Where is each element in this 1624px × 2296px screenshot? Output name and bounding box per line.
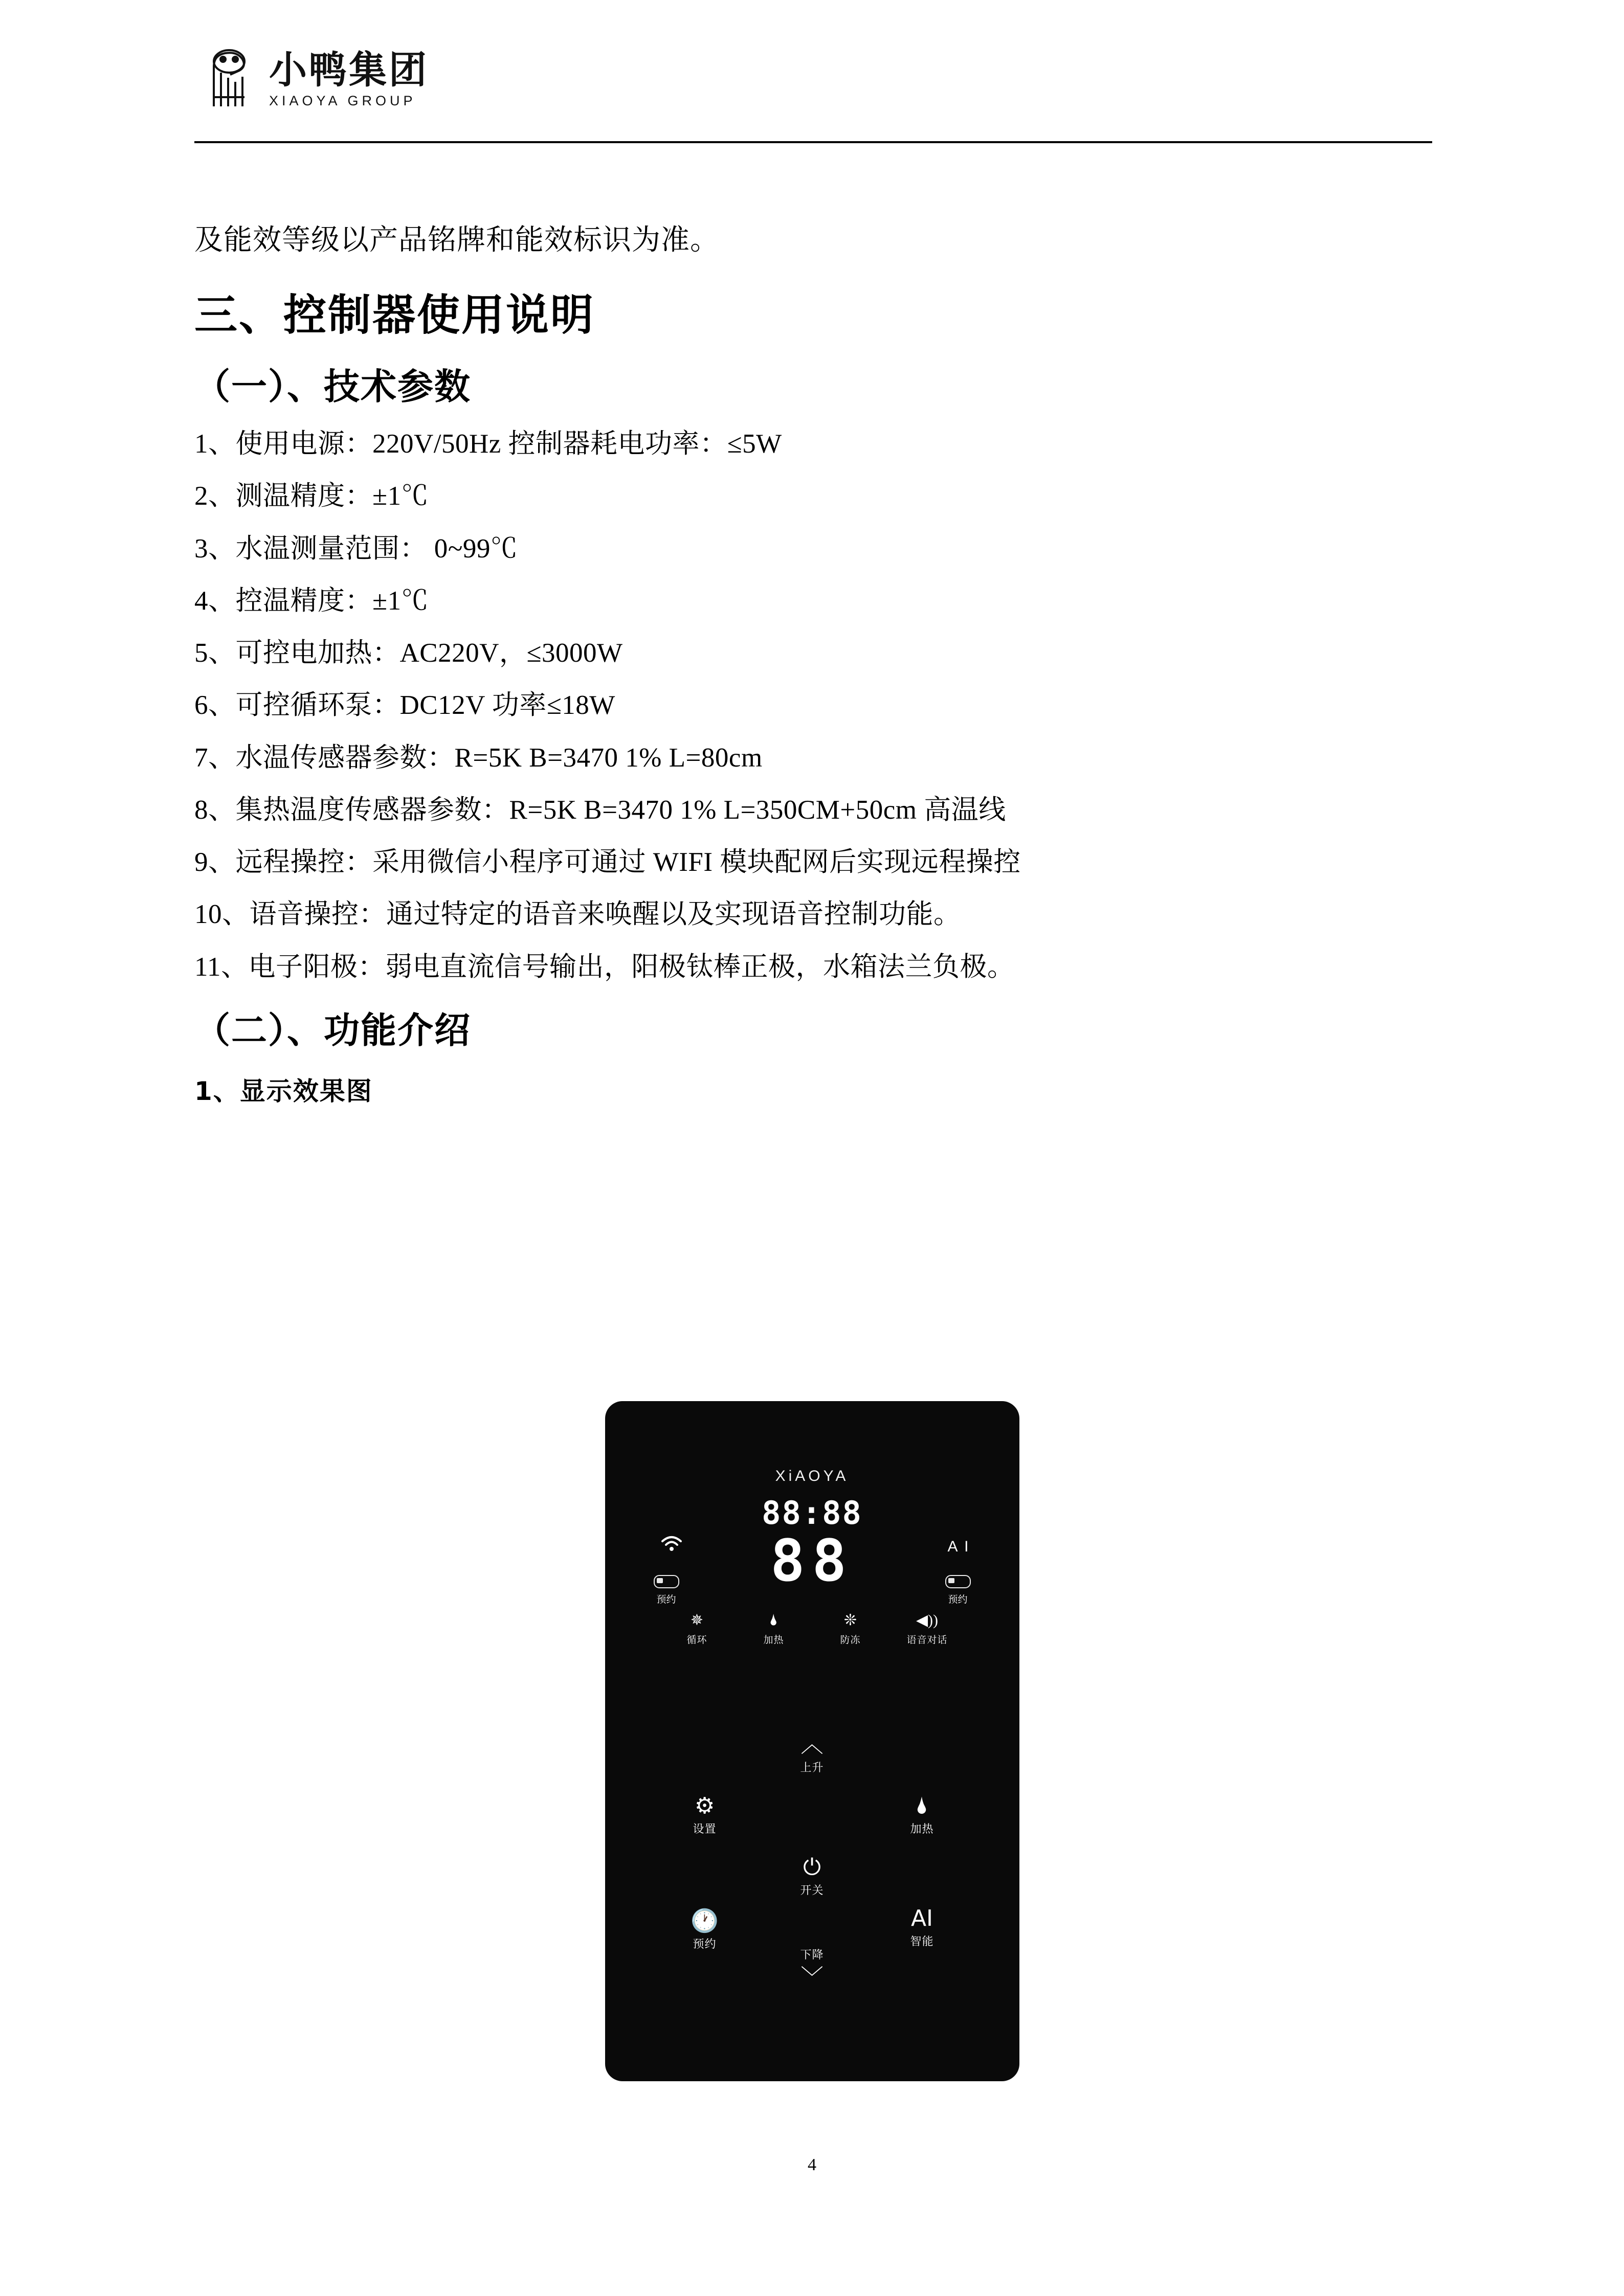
panel-ai-indicator: A I [947, 1538, 970, 1555]
panel-temperature-display: 88 [770, 1528, 854, 1594]
subsection-heading-2: （二）、功能介绍 [194, 1009, 471, 1051]
section-heading-3: 三、控制器使用说明 [194, 290, 595, 341]
list-item: 9、远程操控：采用微信小程序可通过 WIFI 模块配网后实现远程操控 [194, 847, 1021, 877]
power-key[interactable] [774, 1856, 851, 1898]
page-header [194, 46, 1432, 148]
heat-key[interactable] [884, 1795, 961, 1837]
panel-clock-display: 88:88 [762, 1494, 862, 1532]
status-circulation [674, 1613, 721, 1646]
subsection-heading-1: （一）、技术参数 [194, 366, 471, 408]
status-label: 语音对话 [906, 1634, 948, 1646]
reserve-key[interactable] [666, 1910, 743, 1952]
list-item: 2、测温精度：±1℃ [194, 481, 429, 511]
power-icon: ⏻ [803, 1854, 821, 1880]
list-item: 6、可控循环泵：DC12V 功率≤18W [194, 690, 615, 721]
status-heating [750, 1613, 797, 1646]
antifreeze-icon: ❊ [843, 1612, 857, 1629]
reservation-pill-icon [654, 1575, 679, 1588]
status-label: 防冻 [840, 1634, 861, 1646]
down-key[interactable] [774, 1948, 851, 1994]
list-item: 3、水温测量范围： 0~99℃ [194, 533, 518, 564]
list-item: 5、可控电加热：AC220V，≤3000W [194, 638, 623, 668]
list-item: 10、语音操控：通过特定的语音来唤醒以及实现语音控制功能。 [194, 899, 961, 930]
controller-figure [0, 1401, 1624, 2081]
document-body [194, 220, 1432, 1118]
flame-icon: 🌢 [915, 1793, 929, 1819]
header-divider [194, 141, 1432, 143]
list-item: 4、控温精度：±1℃ [194, 586, 429, 616]
controller-panel [605, 1401, 1019, 2081]
voice-icon: ◀)) [916, 1612, 939, 1629]
status-indicator-row [605, 1613, 1019, 1646]
logo-english-name: XIAOYA GROUP [269, 93, 416, 108]
key-label: 开关 [800, 1884, 824, 1897]
reservation-left-label: 预约 [656, 1594, 676, 1605]
status-voice [904, 1613, 951, 1646]
key-label: 加热 [910, 1823, 934, 1836]
settings-key[interactable] [666, 1795, 743, 1837]
wifi-icon [660, 1535, 683, 1556]
touch-key-area [605, 1728, 1019, 2015]
up-key[interactable] [774, 1731, 851, 1775]
clock-icon: 🕐 [691, 1908, 719, 1934]
circulation-icon: ✵ [690, 1612, 704, 1629]
list-item: 11、电子阳极：弱电直流信号输出，阳极钛棒正极，水箱法兰负极。 [194, 952, 1015, 982]
panel-brand: XiAOYA [775, 1468, 849, 1484]
key-label: 下降 [800, 1949, 824, 1962]
subsection-heading-2-1: 1、显示效果图 [194, 1076, 373, 1106]
heating-icon: 🌢 [769, 1612, 778, 1629]
key-label: 预约 [693, 1938, 717, 1951]
status-antifreeze [827, 1613, 874, 1646]
key-label: 智能 [910, 1935, 934, 1948]
page-number: 4 [808, 2155, 816, 2174]
ai-key[interactable] [884, 1907, 961, 1949]
list-item: 7、水温传感器参数：R=5K B=3470 1% L=80cm [194, 742, 763, 773]
duck-logo-icon [198, 46, 260, 112]
reservation-indicator-right [927, 1575, 989, 1606]
reservation-indicator-left [636, 1575, 697, 1606]
key-label: 上升 [800, 1762, 824, 1774]
company-logo [194, 46, 1432, 112]
lead-paragraph: 及能效等级以产品铭牌和能效标识为准。 [194, 224, 719, 256]
gear-icon: ⚙ [694, 1793, 715, 1819]
list-item: 1、使用电源：220V/50Hz 控制器耗电功率：≤5W [194, 429, 782, 459]
chevron-down-icon: ﹀ [800, 1964, 824, 1991]
list-item: 8、集热温度传感器参数：R=5K B=3470 1% L=350CM+50cm 高温线 [194, 795, 1006, 825]
spec-list [194, 425, 1432, 986]
logo-chinese-name: 小鸭集团 [269, 48, 429, 92]
reservation-right-label: 预约 [948, 1594, 968, 1605]
key-label: 设置 [693, 1823, 717, 1836]
reservation-pill-icon [945, 1575, 971, 1588]
ai-icon: AI [910, 1905, 933, 1931]
logo-text [269, 48, 429, 108]
chevron-up-icon: ︿ [800, 1731, 824, 1758]
status-label: 加热 [763, 1634, 784, 1646]
status-label: 循环 [686, 1634, 707, 1646]
